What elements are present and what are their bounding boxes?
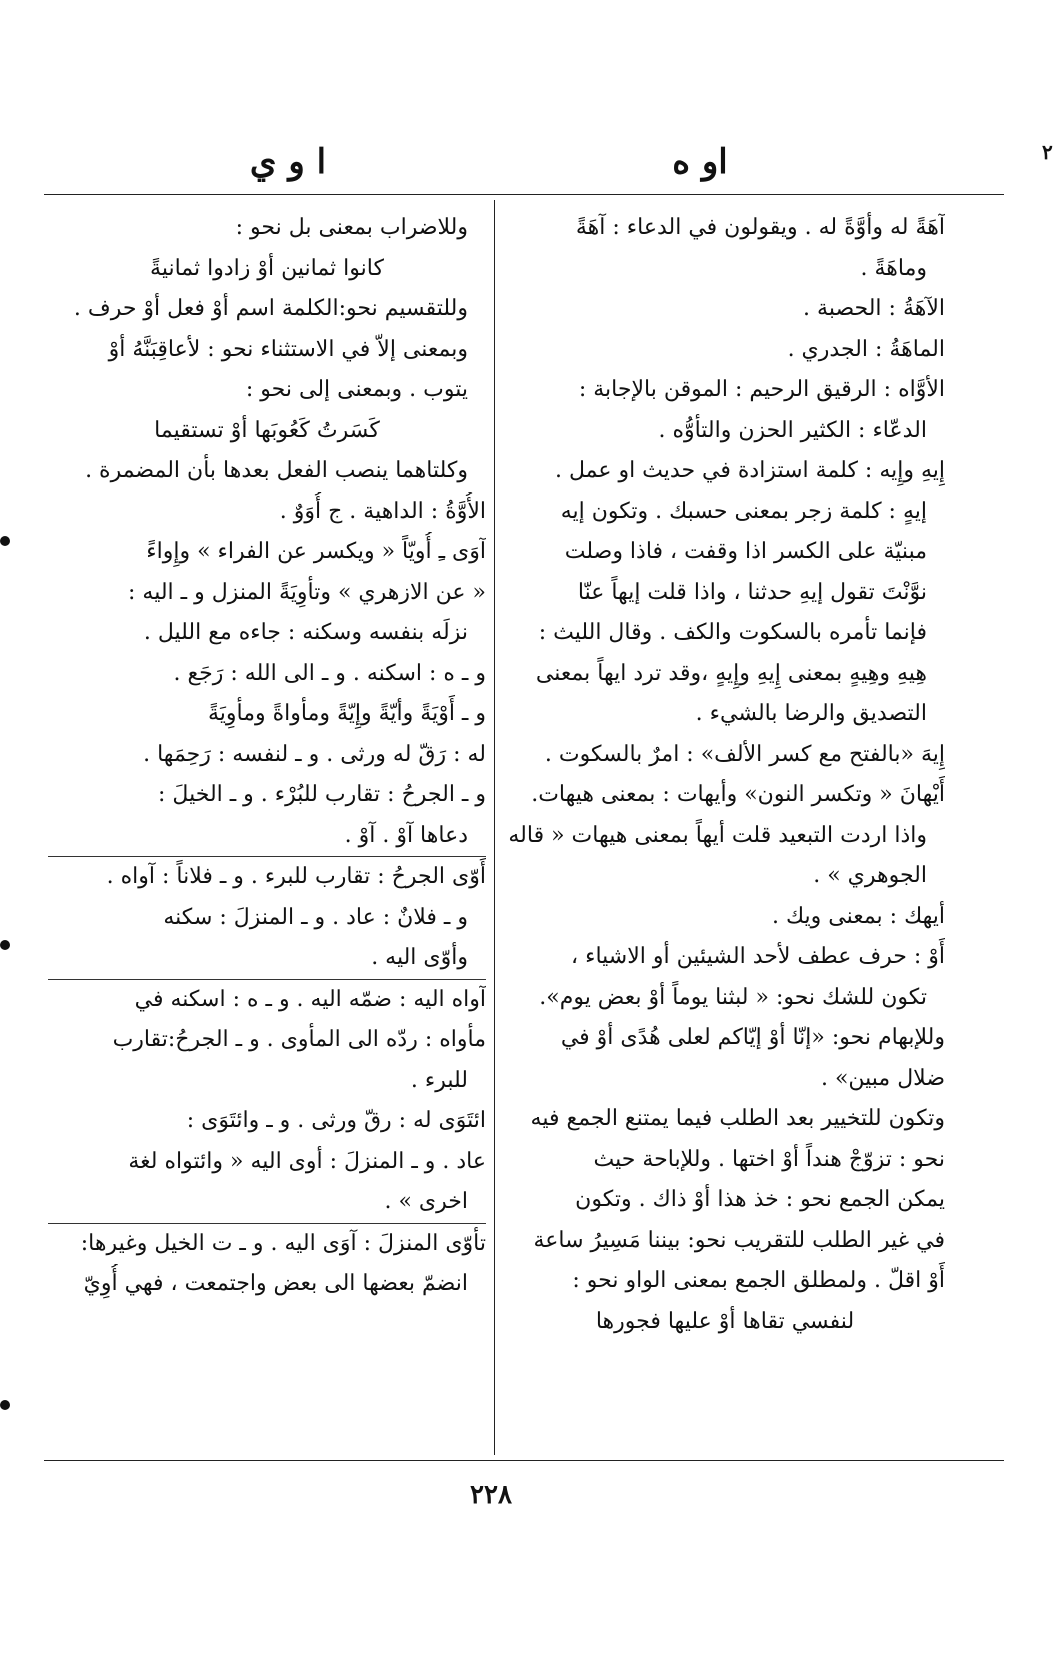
text-line: و ـ فلانٌ : عاد . و ـ المنزلَ : سكنه [163,904,468,930]
text-line: نحو : تزوّجْ هنداً أوْ اختها . وللإباحة حيث [593,1146,945,1172]
right-column [505,208,945,1342]
text-line: وكلتاهما ينصب الفعل بعدها بأن المضمرة . [85,458,468,483]
text-line: الأوَّاه : الرقيق الرحيم : الموقن بالإجابة : [578,377,945,402]
text-line: واذا اردت التبعيد قلت أيهاً بمعنى هيهات « قاله [508,822,927,848]
text-line: مبنيّة على الكسر اذا وقفت ، فاذا وصلت [564,539,927,564]
edge-mark [0,536,10,546]
text-line: دعاها آوْ . آوْ . [344,822,468,848]
text-line: الجوهري » . [813,863,927,888]
text-line: في غير الطلب للتقريب نحو: بيننا مَسِيرُ ساعة [533,1227,945,1253]
text-line: وتكون للتخيير بعد الطلب فيما يمتنع الجمع فيه [530,1106,945,1131]
page-number: ٢٢٨ [470,1480,512,1510]
text-line: أيهك : بمعنى ويك . [771,903,945,929]
text-line: التصديق والرضا بالشيء . [695,701,927,726]
text-line: الدعّاء : الكثير الحزن والتأوُّه . [658,417,927,443]
text-line: ضلال مبين» . [820,1065,945,1091]
text-line: و ـ أَوْيَةً وأيّةً وإِيّةً ومأواةً ومأوِيَةً [207,701,486,726]
text-line: نزلَه بنفسه وسكنه : جاءه مع الليل . [143,620,468,645]
text-line: و ـ الجرحُ : تقارب للبُرْء . و ـ الخيلَ : [158,782,486,807]
text-line: الماهَةُ : الجدري . [787,336,945,362]
text-line: هِيهِ وهِيهٍ بمعنى إِيهِ وإِيهٍ ،وقد ترد ايهاً بمعنى [535,660,927,686]
text-line: مأواه : ردّه الى المأوى . و ـ الجرحُ:تقارب [112,1027,486,1052]
text-line: ائتَوَى له : رقّ ورثى . و ـ وائتَوَى : [186,1108,486,1133]
text-line: للبرء . [410,1067,468,1093]
text-line: له : رَقّ له ورثى . و ـ لنفسه : رَحِمَها . [143,741,486,767]
text-line: كَسَرتُ كَعُوبَها أوْ تستقيما [154,417,380,443]
text-line: آوَى ـِ أُويّاً « ويكسر عن الفراء » وإِواءً [146,539,486,564]
text-line: فإنما تأمره بالسكوت والكف . وقال الليث : [538,620,927,645]
text-line: عاد . و ـ المنزلَ : أوى اليه « وائتواه لغة [128,1148,486,1174]
text-line: كانوا ثمانين أوْ زادوا ثمانيةً [150,255,384,281]
column-divider [494,200,495,1455]
text-line: إِيهِ وإِيه : كلمة استزادة في حديث او عمل . [554,458,945,483]
text-line: « عن الازهري » وتأوِيَةً المنزل و ـ اليه : [128,579,486,605]
text-line: لنفسي تقاها أوْ عليها فجورها [595,1308,855,1334]
text-line: انضمّ بعضها الى بعض واجتمعت ، فهي أُوِيّ [83,1271,468,1296]
text-line: يتوب . وبمعنى إلى نحو : [245,377,468,402]
text-line: إِيهَ «بالفتح مع كسر الألف» : امرٌ بالسكوت . [544,741,945,767]
text-line: آواه اليه : ضمّه اليه . و ـ ه : اسكنه في [48,979,486,1021]
text-line: وبمعنى إلاّ في الاستثناء نحو : لأعاقِبَنَّهُ أوْ [108,336,468,362]
edge-mark [0,940,10,950]
text-line: وللإبهام نحو: «إنّا أوْ إيّاكم لعلى هُدًى أوْ في [560,1025,945,1050]
corner-mark: ٢ [1042,140,1053,164]
text-line: أَوّى الجرحُ : تقارب للبرء . و ـ فلاناً : آواه . [48,856,486,898]
text-line: وللاضراب بمعنى بل نحو : [235,215,468,240]
edge-mark [0,1400,10,1410]
text-line: الأُوَّةُ : الداهية . ج أُوَوٌ . [279,498,486,524]
text-line: وللتقسيم نحو:الكلمة اسم أوْ فعل أوْ حرف . [73,296,468,321]
top-rule [44,194,1004,195]
text-line: إيهٍ : كلمة زجر بمعنى حسبك . وتكون إيه [560,498,927,524]
text-line: تكون للشك نحو: « لبثنا يوماً أوْ بعض يوم». [539,984,927,1010]
header-right-root: او ه [672,142,728,182]
text-line: و ـ ه : اسكنه . و ـ الى الله : رَجَع . [173,660,486,686]
text-line: آهَةً له وأوَّةً له . ويقولون في الدعاء : آهَةً [575,215,945,240]
text-line: أَوْ : حرف عطف لأحد الشيئين أو الاشياء ، [571,944,945,969]
text-line: أَيْهانَ « وتكسر النون» وأيهات : بمعنى هيهات. [531,782,945,807]
text-line: اخرى » . [384,1189,468,1214]
text-line: أَوْ اقلّ . ولمطلق الجمع بمعنى الواو نحو : [572,1268,945,1293]
text-line: الآهَةُ : الحصبة . [803,296,945,321]
text-line: نوَّنْتَ تقول إيهِ حدثنا ، واذا قلت إيهاً عنّا [577,579,927,605]
text-line: يمكن الجمع نحو : خذ هذا أوْ ذاك . وتكون [575,1187,945,1212]
text-line: وأوّى اليه . [371,945,468,970]
header-left-root: ا و ي [249,142,327,182]
text-line: وماهَةً . [860,255,927,281]
text-line: تأوّى المنزلَ : آوَى اليه . و ـ ت الخيل وغيرها: [48,1223,486,1265]
left-column [48,208,486,1305]
bottom-rule [44,1460,1004,1461]
